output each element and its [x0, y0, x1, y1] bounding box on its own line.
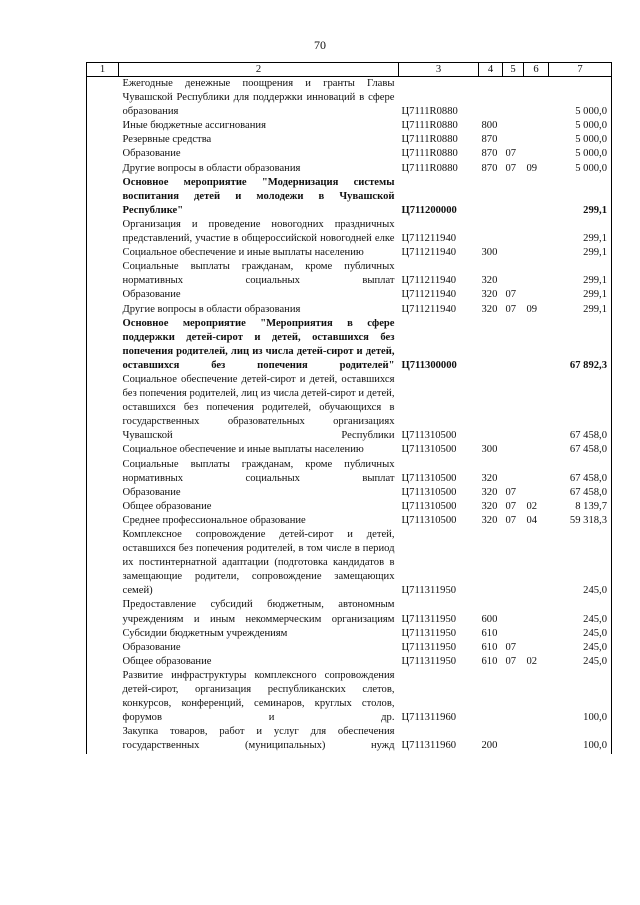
row-rz: 07 [505, 162, 517, 174]
row-name: Закупка товаров, работ и услуг для обеспечения государственных (муниципальных) нужд [122, 726, 395, 752]
row-rz [503, 317, 524, 373]
row-code: Ц711300000 [401, 359, 457, 371]
header-col-3: 3 [399, 63, 479, 77]
header-col-5: 5 [503, 63, 524, 77]
row-code: Ц711310500 [401, 486, 457, 498]
row-col-1 [87, 133, 119, 147]
row-pr [524, 641, 549, 655]
row-sum: 299,1 [549, 218, 612, 246]
row-col-1 [87, 443, 119, 457]
row-name: Резервные средства [122, 134, 212, 146]
row-name: Организация и проведение новогодних праздничных представлений, участие в общероссийской новогодней елке [122, 218, 395, 245]
row-vr [479, 528, 503, 598]
row-sum: 299,1 [549, 176, 612, 218]
row-pr [524, 288, 549, 302]
row-sum: 245,0 [549, 655, 612, 669]
table-row [87, 528, 612, 598]
header-col-2: 2 [119, 63, 399, 77]
row-vr: 320 [481, 486, 498, 498]
row-col-1 [87, 246, 119, 260]
row-name: Основное мероприятие "Мероприятия в сфере поддержки детей-сирот и детей, оставшихся без попечения родителей, лиц из числа детей-сирот и детей, оставшихся без попечения родителей" [122, 317, 395, 371]
table-row [87, 641, 612, 655]
row-code: Ц711311950 [401, 613, 457, 625]
row-sum: 67 458,0 [549, 373, 612, 443]
row-sum: 100,0 [549, 725, 612, 753]
row-vr: 300 [481, 444, 498, 456]
row-pr [524, 627, 549, 641]
row-col-1 [87, 458, 119, 486]
row-name: Среднее профессиональное образование [122, 514, 306, 526]
row-rz: 07 [505, 486, 517, 498]
row-name: Основное мероприятие "Модернизация системы воспитания детей и молодежи в Чувашской Республике" [122, 176, 395, 216]
table-row [87, 260, 612, 288]
row-col-1 [87, 500, 119, 514]
row-vr: 800 [481, 120, 498, 132]
row-name: Общее образование [122, 655, 212, 667]
row-pr: 09 [526, 162, 538, 174]
table-row [87, 303, 612, 317]
row-code: Ц711211940 [401, 289, 457, 301]
row-pr [524, 147, 549, 161]
row-rz: 07 [505, 148, 517, 160]
row-name: Социальное обеспечение и иные выплаты населению [122, 247, 364, 259]
row-name: Социальное обеспечение и иные выплаты населению [122, 444, 364, 456]
row-rz [503, 528, 524, 598]
row-code: Ц711211940 [401, 247, 457, 259]
row-code: Ц711200000 [401, 204, 457, 216]
row-col-1 [87, 514, 119, 528]
table-row [87, 627, 612, 641]
row-sum: 8 139,7 [549, 500, 612, 514]
row-pr: 09 [526, 303, 538, 315]
row-sum: 5 000,0 [549, 147, 612, 161]
row-pr: 02 [526, 655, 538, 667]
row-sum: 245,0 [549, 627, 612, 641]
row-sum: 245,0 [549, 641, 612, 655]
row-pr [524, 260, 549, 288]
row-code: Ц711310500 [401, 514, 457, 526]
row-vr: 610 [481, 627, 498, 639]
row-name: Образование [122, 289, 181, 301]
row-pr [524, 458, 549, 486]
row-name: Образование [122, 641, 181, 653]
row-col-1 [87, 627, 119, 641]
row-sum: 67 892,3 [549, 317, 612, 373]
row-code: Ц711311950 [401, 585, 457, 597]
row-sum: 5 000,0 [549, 162, 612, 176]
row-vr: 300 [481, 247, 498, 259]
row-code: Ц7111R0880 [401, 106, 458, 118]
table-row [87, 598, 612, 626]
row-col-1 [87, 669, 119, 725]
table-row [87, 119, 612, 133]
row-vr [479, 669, 503, 725]
table-row [87, 725, 612, 753]
row-col-1 [87, 486, 119, 500]
row-sum: 5 000,0 [549, 119, 612, 133]
row-vr: 320 [481, 472, 498, 484]
row-pr [524, 598, 549, 626]
row-name: Ежегодные денежные поощрения и гранты Главы Чувашской Республики для поддержки инноваций в сфере образования [122, 78, 395, 118]
row-rz [503, 725, 524, 753]
row-name: Иные бюджетные ассигнования [122, 120, 266, 132]
row-sum: 5 000,0 [549, 77, 612, 120]
row-pr [524, 725, 549, 753]
row-pr [524, 246, 549, 260]
table-row [87, 443, 612, 457]
row-code: Ц7111R0880 [401, 120, 458, 132]
row-vr: 870 [481, 134, 498, 146]
row-name: Другие вопросы в области образования [122, 162, 301, 174]
row-vr: 610 [481, 641, 498, 653]
row-rz: 07 [505, 289, 517, 301]
row-code: Ц711311950 [401, 655, 457, 667]
table-row [87, 162, 612, 176]
row-sum: 245,0 [549, 598, 612, 626]
row-col-1 [87, 218, 119, 246]
header-col-1: 1 [87, 63, 119, 77]
row-name: Социальные выплаты гражданам, кроме публичных нормативных социальных выплат [122, 261, 395, 287]
table-row [87, 458, 612, 486]
row-sum: 67 458,0 [549, 443, 612, 457]
table-row [87, 514, 612, 528]
row-code: Ц711310500 [401, 444, 457, 456]
row-name: Общее образование [122, 500, 212, 512]
row-col-1 [87, 147, 119, 161]
row-rz [503, 176, 524, 218]
row-sum: 299,1 [549, 260, 612, 288]
row-rz [503, 133, 524, 147]
row-sum: 100,0 [549, 669, 612, 725]
row-rz [503, 77, 524, 120]
table-row [87, 133, 612, 147]
table-row [87, 373, 612, 443]
table-row [87, 218, 612, 246]
row-sum: 299,1 [549, 288, 612, 302]
row-code: Ц7111R0880 [401, 134, 458, 146]
row-col-1 [87, 725, 119, 753]
row-sum: 299,1 [549, 246, 612, 260]
table-row [87, 288, 612, 302]
row-col-1 [87, 77, 119, 120]
budget-table [86, 62, 612, 754]
row-rz: 07 [505, 655, 517, 667]
table-row [87, 246, 612, 260]
row-rz: 07 [505, 641, 517, 653]
row-sum: 67 458,0 [549, 486, 612, 500]
row-col-1 [87, 162, 119, 176]
row-col-1 [87, 598, 119, 626]
row-name: Образование [122, 148, 181, 160]
row-sum: 67 458,0 [549, 458, 612, 486]
row-vr [479, 218, 503, 246]
row-pr [524, 443, 549, 457]
row-name: Социальное обеспечение детей-сирот и детей, оставшихся без попечения родителей, лиц из числа детей-сирот и детей, оставшихся без попечения родителей, обучающихся в государственных образовательных организациях Чувашской Республики [122, 373, 395, 442]
table-row [87, 317, 612, 373]
row-code: Ц711311950 [401, 641, 457, 653]
row-name: Развитие инфраструктуры комплексного сопровождения детей-сирот, организация республиканских слетов, конкурсов, конференций, семинаров, круглых столов, форумов и др. [122, 669, 395, 724]
row-sum: 5 000,0 [549, 133, 612, 147]
row-col-1 [87, 176, 119, 218]
row-code: Ц711211940 [401, 275, 457, 287]
row-rz: 07 [505, 500, 517, 512]
row-rz [503, 598, 524, 626]
row-sum: 59 318,3 [549, 514, 612, 528]
row-col-1 [87, 260, 119, 288]
row-col-1 [87, 119, 119, 133]
row-rz: 07 [505, 514, 517, 526]
table-row [87, 669, 612, 725]
row-code: Ц711310500 [401, 472, 457, 484]
row-pr [524, 119, 549, 133]
row-vr: 320 [481, 500, 498, 512]
row-vr: 600 [481, 613, 498, 625]
row-code: Ц711311960 [401, 712, 457, 724]
row-pr: 04 [526, 514, 538, 526]
row-sum: 245,0 [549, 528, 612, 598]
row-vr [479, 373, 503, 443]
row-col-1 [87, 655, 119, 669]
row-rz [503, 669, 524, 725]
table-row [87, 500, 612, 514]
row-name: Образование [122, 486, 181, 498]
row-col-1 [87, 528, 119, 598]
row-vr [479, 176, 503, 218]
row-rz [503, 373, 524, 443]
row-pr [524, 317, 549, 373]
table-row [87, 176, 612, 218]
row-col-1 [87, 317, 119, 373]
row-name: Комплексное сопровождение детей-сирот и детей, оставшихся без попечения родителей, в том числе в период их постинтернатной адаптации (подготовка кандидатов в замещающие родители, сопровождение замещающих семей) [122, 529, 395, 597]
row-vr: 320 [481, 289, 498, 301]
row-code: Ц711211940 [401, 303, 457, 315]
table-row [87, 147, 612, 161]
row-code: Ц711211940 [401, 233, 457, 245]
row-code: Ц711311950 [401, 627, 457, 639]
row-pr [524, 528, 549, 598]
row-code: Ц711311960 [401, 740, 457, 752]
table-header-row [87, 63, 612, 77]
row-col-1 [87, 288, 119, 302]
row-rz [503, 246, 524, 260]
row-name: Другие вопросы в области образования [122, 303, 301, 315]
table-row [87, 486, 612, 500]
header-col-7: 7 [549, 63, 612, 77]
row-code: Ц711310500 [401, 500, 457, 512]
row-pr: 02 [526, 500, 538, 512]
row-rz [503, 627, 524, 641]
header-col-6: 6 [524, 63, 549, 77]
row-col-1 [87, 373, 119, 443]
table-row [87, 77, 612, 120]
row-code: Ц7111R0880 [401, 148, 458, 160]
row-vr: 320 [481, 514, 498, 526]
row-pr [524, 77, 549, 120]
row-vr: 320 [481, 275, 498, 287]
row-col-1 [87, 303, 119, 317]
row-pr [524, 486, 549, 500]
row-vr [479, 317, 503, 373]
table-row [87, 655, 612, 669]
row-rz [503, 458, 524, 486]
row-vr: 200 [481, 740, 498, 752]
row-rz: 07 [505, 303, 517, 315]
row-rz [503, 119, 524, 133]
row-rz [503, 443, 524, 457]
row-vr: 870 [481, 148, 498, 160]
row-pr [524, 373, 549, 443]
table-body [87, 77, 612, 754]
row-pr [524, 669, 549, 725]
row-vr [479, 77, 503, 120]
row-rz [503, 260, 524, 288]
row-name: Предоставление субсидий бюджетным, автономным учреждениям и иным некоммерческим организациям [122, 599, 395, 625]
row-rz [503, 218, 524, 246]
row-pr [524, 133, 549, 147]
header-col-4: 4 [479, 63, 503, 77]
row-name: Субсидии бюджетным учреждениям [122, 627, 288, 639]
row-col-1 [87, 641, 119, 655]
row-vr: 320 [481, 303, 498, 315]
row-vr: 870 [481, 162, 498, 174]
row-vr: 610 [481, 655, 498, 667]
row-pr [524, 176, 549, 218]
page-number: 70 [314, 38, 326, 52]
row-code: Ц711310500 [401, 430, 457, 442]
row-name: Социальные выплаты гражданам, кроме публичных нормативных социальных выплат [122, 458, 395, 484]
row-sum: 299,1 [549, 303, 612, 317]
row-code: Ц7111R0880 [401, 162, 458, 174]
row-pr [524, 218, 549, 246]
